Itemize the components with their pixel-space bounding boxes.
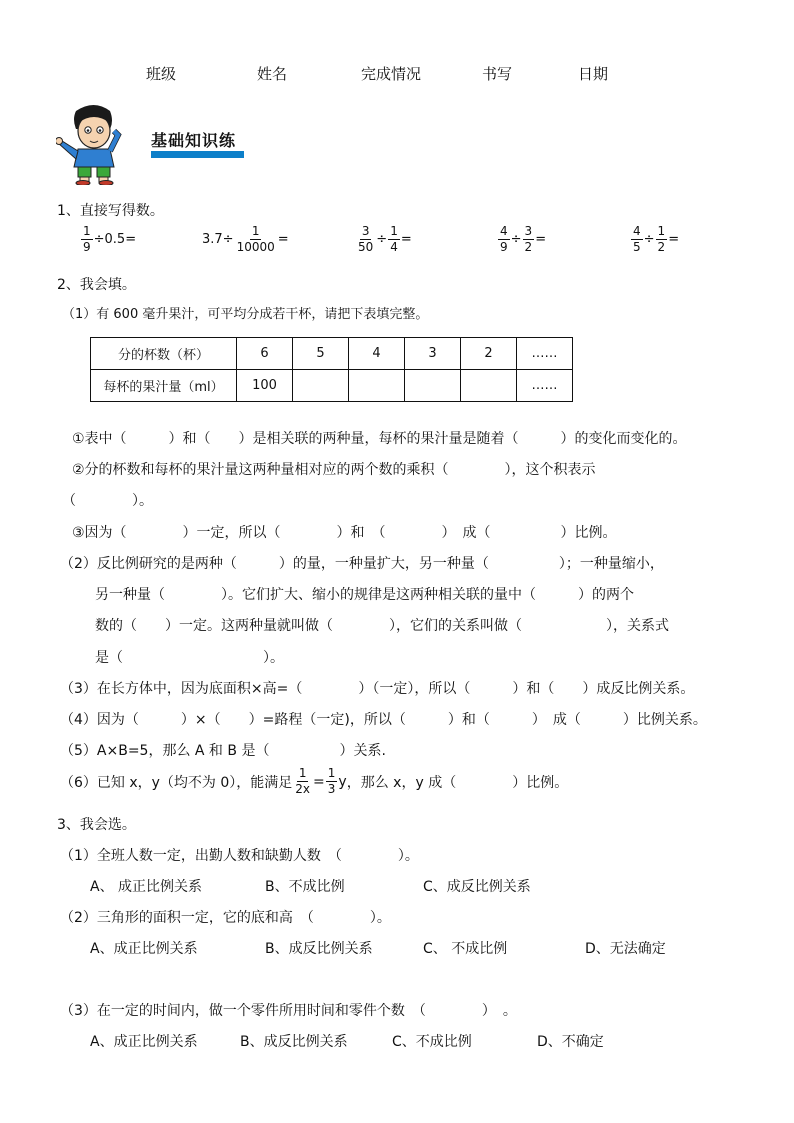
q3-c3-option-b[interactable]: B、成反比例关系 [240,1034,348,1050]
juice-table [90,337,573,402]
table-cell: 3 [405,338,461,370]
q2-part2-line4: 是（ ）。 [95,650,284,666]
table-cell: …… [517,370,573,402]
q3-c1-option-c[interactable]: C、成反比例关系 [423,879,531,895]
table-row [91,370,573,402]
q3-c2-option-a[interactable]: A、成正比例关系 [90,941,198,957]
writing-label: 书写 [482,65,513,83]
q1-item-4: $\frac{4}{9}$ ÷ $\frac{3}{2}$ = [500,224,547,254]
table-row [91,338,573,370]
fraction: $\frac{1}{3}$ [327,766,336,796]
fraction: $\frac{3}{50}$ [358,224,374,254]
q3-choice2: （2）三角形的面积一定，它的底和高 （ ）。 [60,910,391,926]
name-label: 姓名 [257,65,288,83]
q3-c2-option-b[interactable]: B、成反比例关系 [265,941,373,957]
table-cell: 4 [349,338,405,370]
q3-c3-option-d[interactable]: D、不确定 [537,1034,604,1050]
q2-part2-line3: 数的（ ）一定。这两种量就叫做（ ），它们的关系叫做（ ），关系式 [95,618,669,634]
section-banner-bar [151,151,244,158]
q2-part6: （6）已知 x，y（均不为 0），能满足 $\frac{1}{2x}$ = $\frac{1}{3}$ y ，那么 x，y 成（ ）比例。 [60,766,569,796]
q2-part5: （5）A×B=5，那么 A 和 B 是（ ）关系. [60,743,386,759]
table-cell-blank[interactable] [461,370,517,402]
table-row-label: 每杯的果汁量（ml） [91,370,237,402]
q3-c3-option-a[interactable]: A、成正比例关系 [90,1034,198,1050]
q1-item-5: $\frac{4}{5}$ ÷ $\frac{1}{2}$ = [633,224,680,254]
fraction: $\frac{1}{2}$ [657,224,666,254]
table-cell: 5 [293,338,349,370]
q2-title: 2、我会填。 [57,277,136,293]
table-cell: 100 [237,370,293,402]
q2-part3: （3）在长方体中，因为底面积×高=（ ）（一定），所以（ ）和（ ）成反比例关系。 [60,681,695,697]
fraction: $\frac{1}{4}$ [390,224,398,254]
q2-sub3: ③因为（ ）一定，所以（ ）和 （ ） 成（ ）比例。 [72,525,617,541]
fraction: $\frac{3}{2}$ [524,224,533,254]
fraction: $\frac{4}{5}$ [633,224,641,254]
q2-part4: （4）因为（ ）×（ ）=路程（一定)，所以（ ）和（ ） 成（ ）比例关系。 [60,712,707,728]
q3-c1-option-b[interactable]: B、不成比例 [265,879,345,895]
q3-title: 3、我会选。 [57,817,136,833]
q2-part1: （1）有 600 毫升果汁，可平均分成若干杯，请把下表填完整。 [62,307,429,322]
q3-c2-option-c[interactable]: C、 不成比例 [423,941,508,957]
q2-sub2-cont: （ ）。 [62,493,153,509]
fraction: $\frac{4}{9}$ [500,224,508,254]
fraction: $\frac{1}{10000}$ [236,224,275,254]
table-cell: 2 [461,338,517,370]
q2-sub2: ②分的杯数和每杯的果汁量这两种量相对应的两个数的乘积（ ），这个积表示 [72,462,596,478]
q3-choice1: （1）全班人数一定，出勤人数和缺勤人数 （ ）。 [60,848,419,864]
fraction: $\frac{1}{9}$ [83,224,91,254]
table-cell: …… [517,338,573,370]
q1-title: 1、直接写得数。 [57,203,164,219]
section-banner-title: 基础知识练 [151,131,237,150]
fraction: $\frac{1}{2x}$ [295,766,311,796]
class-label: 班级 [146,65,177,83]
q2-part2-line1: （2）反比例研究的是两种（ ）的量，一种量扩大，另一种量（ ）；一种量缩小， [60,556,664,572]
q1-item-3: $\frac{3}{50}$ ÷ $\frac{1}{4}$ = [358,224,412,254]
q1-item-2: 3.7÷ $\frac{1}{10000}$ = [202,224,289,254]
q3-c2-option-d[interactable]: D、无法确定 [585,941,666,957]
date-label: 日期 [578,65,609,83]
q2-sub1: ①表中（ ）和（ ）是相关联的两种量，每杯的果汁量是随着（ ）的变化而变化的。 [72,431,687,447]
table-row-label: 分的杯数（杯） [91,338,237,370]
boy-mascot-icon [56,103,132,185]
table-cell-blank[interactable] [349,370,405,402]
q1-item-1: $\frac{1}{9}$ ÷0.5= [83,224,137,254]
q3-c1-option-a[interactable]: A、 成正比例关系 [90,879,203,895]
q3-choice3: （3）在一定的时间内，做一个零件所用时间和零件个数 （ ） 。 [60,1003,517,1019]
table-cell-blank[interactable] [293,370,349,402]
table-cell: 6 [237,338,293,370]
table-cell-blank[interactable] [405,370,461,402]
status-label: 完成情况 [361,65,422,83]
q2-part2-line2: 另一种量（ ）。它们扩大、缩小的规律是这两种相关联的量中（ ）的两个 [95,587,634,603]
q3-c3-option-c[interactable]: C、不成比例 [392,1034,472,1050]
